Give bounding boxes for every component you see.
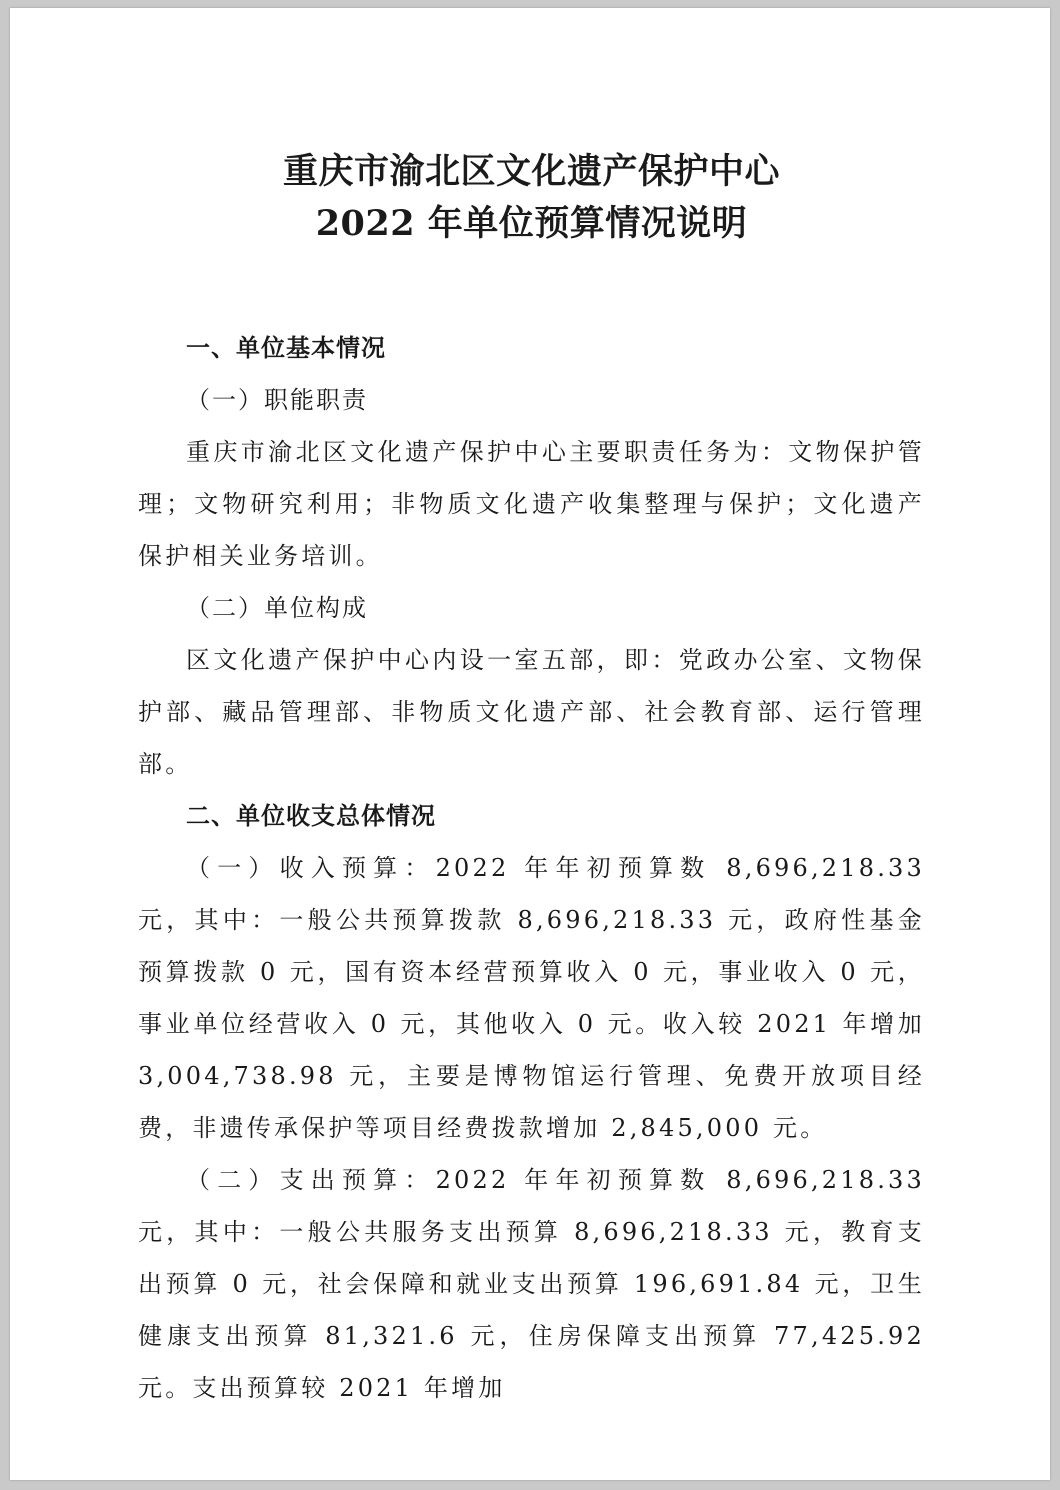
section-2-expense-text: （二）支出预算：2022 年年初预算数 8,696,218.33 元，其中：一般公共服务支出预算 8,696,218.33 元，教育支出预算 0 元，社会保障和就业支出预算 196,691.84 元，卫生健康支出预算 81,321.6 元，住房保障支出预算 77,425.92 元。支出预算较 2021 年增加 — [138, 1166, 925, 1402]
section-1-sub-1-text: 重庆市渝北区文化遗产保护中心主要职责任务为：文物保护管理；文物研究利用；非物质文化遗产收集整理与保护；文化遗产保护相关业务培训。 — [138, 438, 925, 570]
section-2-income-text: （一）收入预算：2022 年年初预算数 8,696,218.33 元，其中：一般公共预算拨款 8,696,218.33 元，政府性基金预算拨款 0 元，国有资本经营预算收入 0 元，事业收入 0 元，事业单位经营收入 0 元，其他收入 0 元。收入较 2021 年增加 3,004,738.98 元，主要是博物馆运行管理、免费开放项目经费，非遗传承保护等项目经费拨款增加 2,845,000 元。 — [138, 854, 925, 1142]
section-1-sub-1-heading: （一）职能职责 — [186, 386, 368, 414]
section-2-heading: 二、单位收支总体情况 — [186, 802, 436, 830]
section-1-heading: 一、单位基本情况 — [186, 334, 386, 362]
title-line-2: 2022 年单位预算情况说明 — [315, 203, 748, 244]
title-line-1: 重庆市渝北区文化遗产保护中心 — [282, 151, 780, 192]
document-title — [138, 146, 925, 250]
section-1-sub-2-heading: （二）单位构成 — [186, 594, 368, 622]
section-1-sub-2-text: 区文化遗产保护中心内设一室五部，即：党政办公室、文物保护部、藏品管理部、非物质文化遗产部、社会教育部、运行管理部。 — [138, 646, 925, 778]
document-content — [138, 146, 925, 1414]
document-page — [10, 8, 1050, 1480]
